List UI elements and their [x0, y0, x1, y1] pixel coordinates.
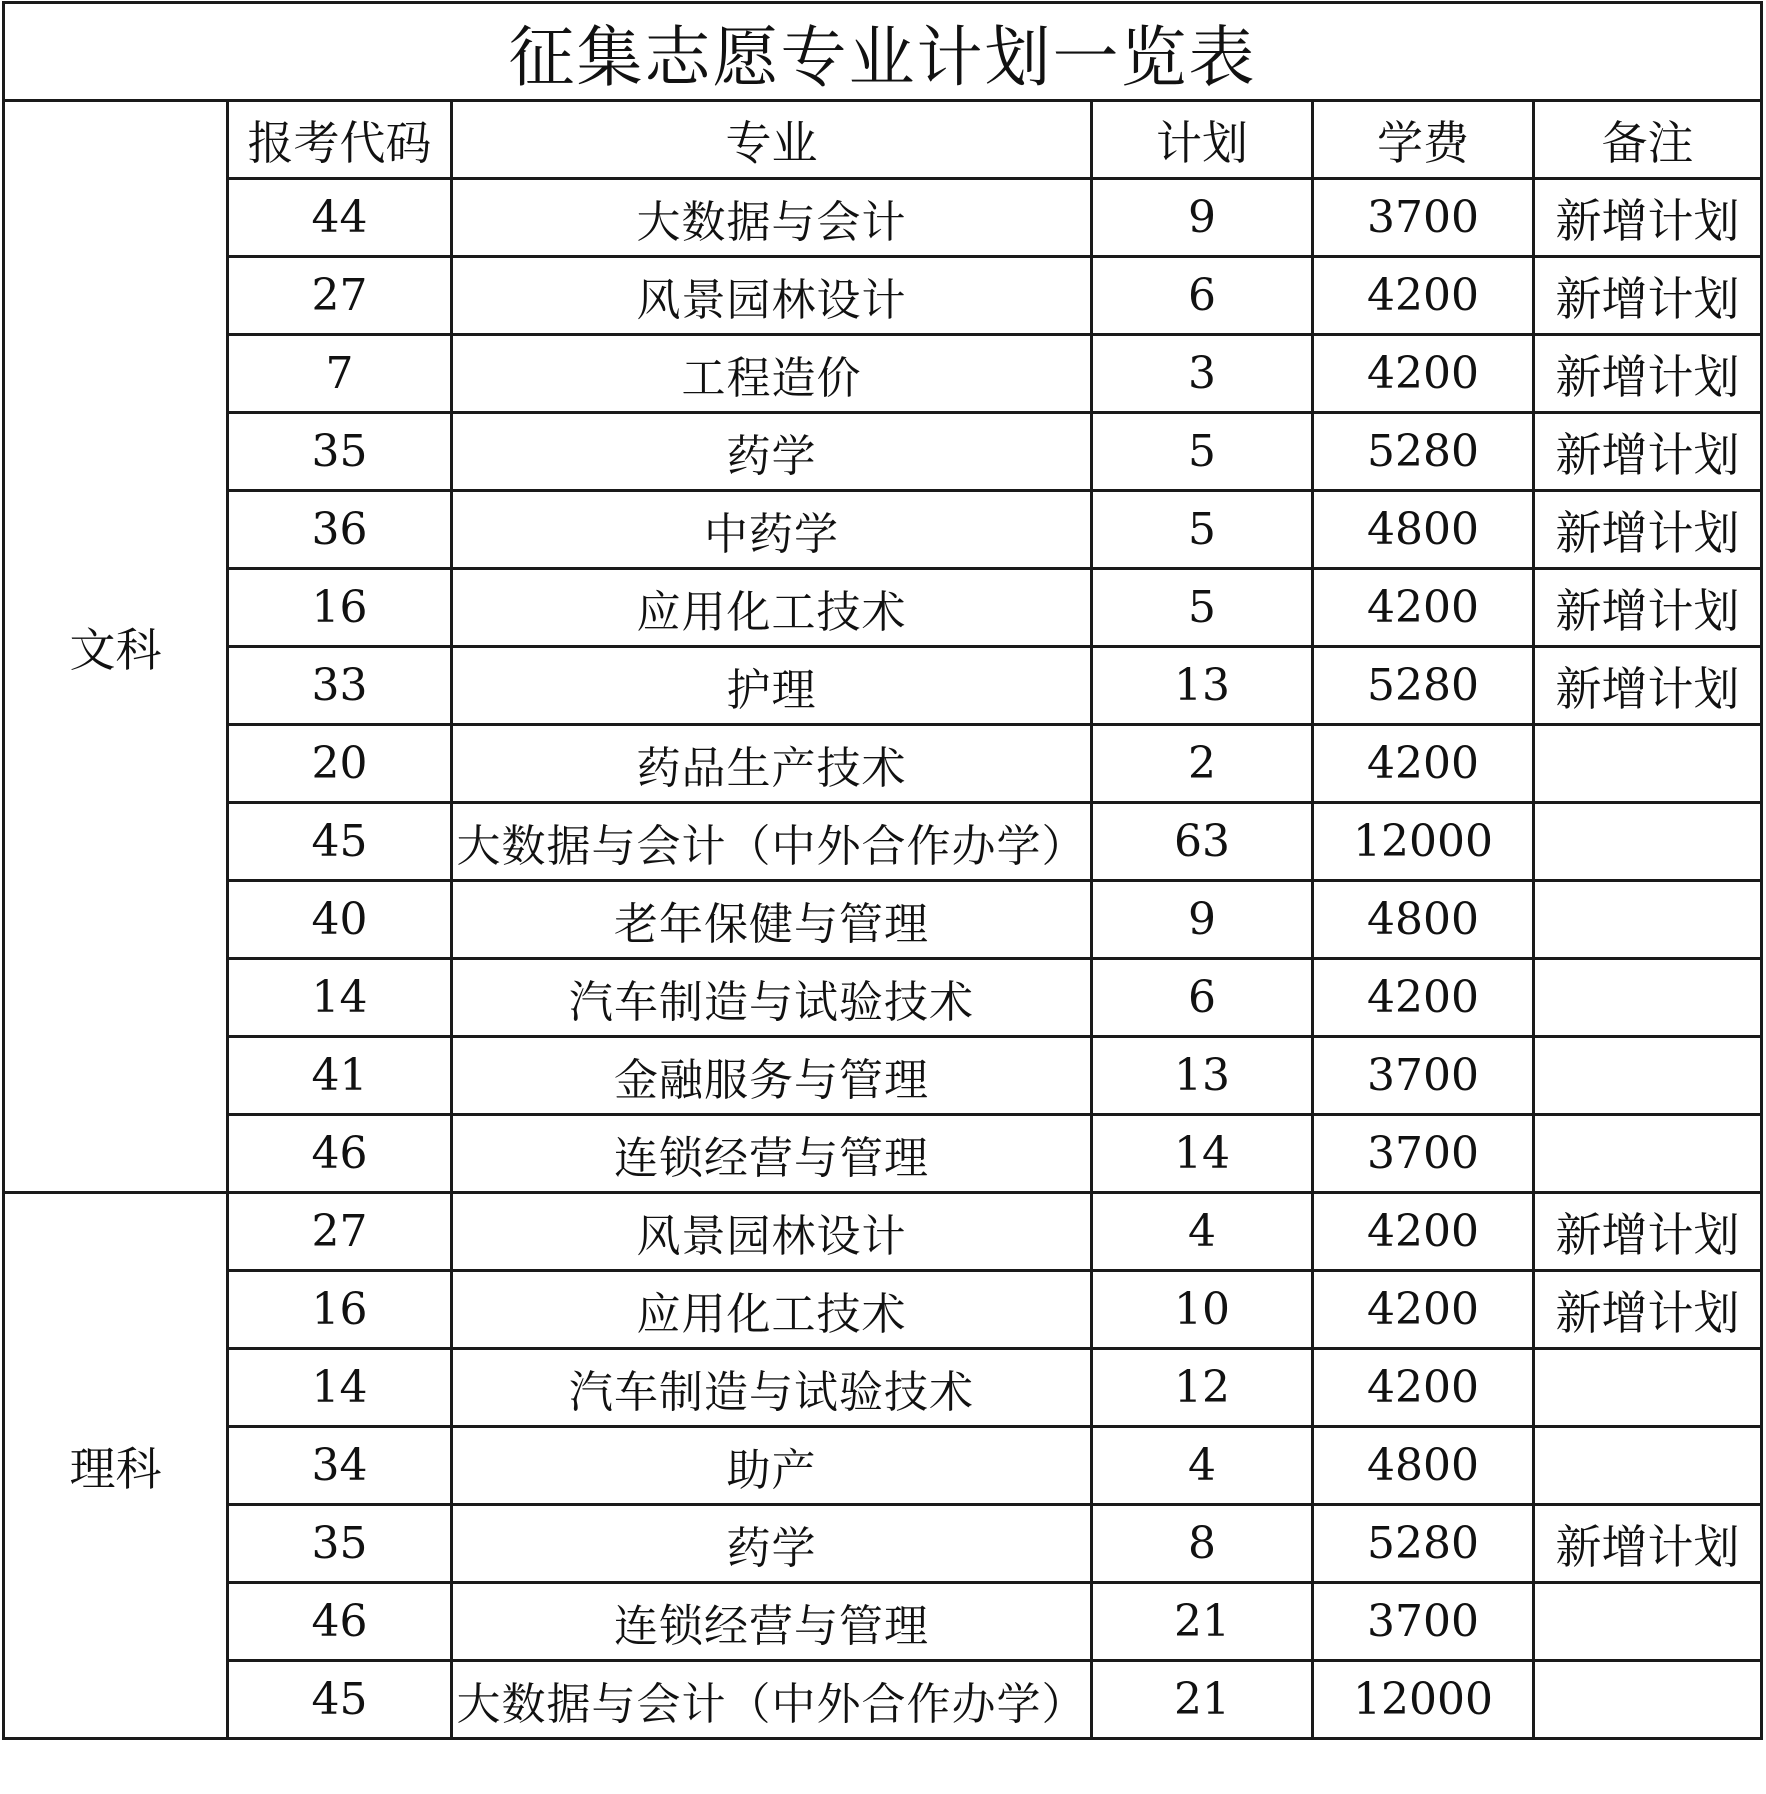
note-cell: [1534, 881, 1762, 959]
code-cell: 14: [228, 1349, 452, 1427]
major-cell: 大数据与会计（中外合作办学）: [452, 1661, 1092, 1739]
table-row: [4, 647, 1762, 725]
table-title: 征集志愿专业计划一览表: [4, 3, 1762, 101]
table-row: [4, 413, 1762, 491]
note-cell: 新增计划: [1534, 491, 1762, 569]
table-row: [4, 1271, 1762, 1349]
plan-cell: 4: [1092, 1193, 1313, 1271]
plan-cell: 21: [1092, 1661, 1313, 1739]
table-row: [4, 1115, 1762, 1193]
fee-cell: 4800: [1313, 881, 1534, 959]
fee-cell: 12000: [1313, 803, 1534, 881]
code-cell: 44: [228, 179, 452, 257]
fee-cell: 4800: [1313, 491, 1534, 569]
note-cell: 新增计划: [1534, 413, 1762, 491]
code-cell: 16: [228, 569, 452, 647]
plan-cell: 4: [1092, 1427, 1313, 1505]
major-cell: 工程造价: [452, 335, 1092, 413]
major-cell: 老年保健与管理: [452, 881, 1092, 959]
header-major: 专业: [452, 101, 1092, 179]
code-cell: 41: [228, 1037, 452, 1115]
plan-cell: 9: [1092, 881, 1313, 959]
code-cell: 27: [228, 1193, 452, 1271]
fee-cell: 4200: [1313, 959, 1534, 1037]
table-row: [4, 179, 1762, 257]
plan-table: [2, 1, 1763, 1740]
note-cell: [1534, 1661, 1762, 1739]
code-cell: 45: [228, 803, 452, 881]
note-cell: [1534, 725, 1762, 803]
major-cell: 风景园林设计: [452, 257, 1092, 335]
fee-cell: 3700: [1313, 1583, 1534, 1661]
fee-cell: 4200: [1313, 725, 1534, 803]
code-cell: 16: [228, 1271, 452, 1349]
code-cell: 45: [228, 1661, 452, 1739]
code-cell: 33: [228, 647, 452, 725]
code-cell: 34: [228, 1427, 452, 1505]
table-row: [4, 959, 1762, 1037]
code-cell: 14: [228, 959, 452, 1037]
note-cell: 新增计划: [1534, 1505, 1762, 1583]
table-row: [4, 1427, 1762, 1505]
plan-cell: 5: [1092, 413, 1313, 491]
note-cell: 新增计划: [1534, 179, 1762, 257]
major-cell: 护理: [452, 647, 1092, 725]
note-cell: [1534, 1583, 1762, 1661]
note-cell: [1534, 1037, 1762, 1115]
major-cell: 药学: [452, 413, 1092, 491]
fee-cell: 4200: [1313, 1349, 1534, 1427]
plan-cell: 63: [1092, 803, 1313, 881]
code-cell: 27: [228, 257, 452, 335]
fee-cell: 5280: [1313, 413, 1534, 491]
note-cell: [1534, 803, 1762, 881]
note-cell: 新增计划: [1534, 257, 1762, 335]
fee-cell: 4200: [1313, 257, 1534, 335]
plan-cell: 21: [1092, 1583, 1313, 1661]
major-cell: 连锁经营与管理: [452, 1583, 1092, 1661]
code-cell: 35: [228, 1505, 452, 1583]
code-cell: 35: [228, 413, 452, 491]
fee-cell: 4200: [1313, 1271, 1534, 1349]
table-row: [4, 335, 1762, 413]
plan-cell: 13: [1092, 1037, 1313, 1115]
major-cell: 汽车制造与试验技术: [452, 959, 1092, 1037]
plan-sheet: [2, 1, 1763, 1740]
code-cell: 40: [228, 881, 452, 959]
major-cell: 药品生产技术: [452, 725, 1092, 803]
header-plan: 计划: [1092, 101, 1313, 179]
major-cell: 风景园林设计: [452, 1193, 1092, 1271]
code-cell: 46: [228, 1583, 452, 1661]
code-cell: 20: [228, 725, 452, 803]
table-row: [4, 257, 1762, 335]
major-cell: 汽车制造与试验技术: [452, 1349, 1092, 1427]
fee-cell: 3700: [1313, 179, 1534, 257]
group-label: 理科: [4, 1193, 228, 1739]
plan-cell: 9: [1092, 179, 1313, 257]
fee-cell: 4800: [1313, 1427, 1534, 1505]
plan-cell: 13: [1092, 647, 1313, 725]
note-cell: 新增计划: [1534, 1271, 1762, 1349]
group-label: 文科: [4, 101, 228, 1193]
note-cell: 新增计划: [1534, 569, 1762, 647]
plan-table-body: [4, 3, 1762, 1739]
plan-cell: 6: [1092, 257, 1313, 335]
table-row: [4, 881, 1762, 959]
table-row: [4, 1661, 1762, 1739]
major-cell: 助产: [452, 1427, 1092, 1505]
note-cell: 新增计划: [1534, 647, 1762, 725]
fee-cell: 3700: [1313, 1037, 1534, 1115]
note-cell: [1534, 1427, 1762, 1505]
note-cell: [1534, 1115, 1762, 1193]
major-cell: 应用化工技术: [452, 569, 1092, 647]
fee-cell: 5280: [1313, 1505, 1534, 1583]
plan-cell: 6: [1092, 959, 1313, 1037]
fee-cell: 4200: [1313, 1193, 1534, 1271]
major-cell: 大数据与会计（中外合作办学）: [452, 803, 1092, 881]
major-cell: 中药学: [452, 491, 1092, 569]
table-row: [4, 569, 1762, 647]
table-row: [4, 1349, 1762, 1427]
fee-cell: 3700: [1313, 1115, 1534, 1193]
table-row: [4, 491, 1762, 569]
table-row: [4, 1583, 1762, 1661]
table-row: [4, 1193, 1762, 1271]
table-row: [4, 1505, 1762, 1583]
header-fee: 学费: [1313, 101, 1534, 179]
note-cell: 新增计划: [1534, 335, 1762, 413]
plan-cell: 10: [1092, 1271, 1313, 1349]
header-note: 备注: [1534, 101, 1762, 179]
table-row: [4, 725, 1762, 803]
plan-cell: 2: [1092, 725, 1313, 803]
title-row: [4, 3, 1762, 101]
major-cell: 应用化工技术: [452, 1271, 1092, 1349]
plan-cell: 5: [1092, 491, 1313, 569]
major-cell: 金融服务与管理: [452, 1037, 1092, 1115]
plan-cell: 5: [1092, 569, 1313, 647]
note-cell: [1534, 959, 1762, 1037]
code-cell: 7: [228, 335, 452, 413]
header-row: [4, 101, 1762, 179]
table-row: [4, 803, 1762, 881]
code-cell: 36: [228, 491, 452, 569]
plan-cell: 8: [1092, 1505, 1313, 1583]
plan-cell: 12: [1092, 1349, 1313, 1427]
code-cell: 46: [228, 1115, 452, 1193]
fee-cell: 12000: [1313, 1661, 1534, 1739]
note-cell: [1534, 1349, 1762, 1427]
plan-cell: 14: [1092, 1115, 1313, 1193]
fee-cell: 4200: [1313, 335, 1534, 413]
fee-cell: 5280: [1313, 647, 1534, 725]
fee-cell: 4200: [1313, 569, 1534, 647]
note-cell: 新增计划: [1534, 1193, 1762, 1271]
major-cell: 连锁经营与管理: [452, 1115, 1092, 1193]
plan-cell: 3: [1092, 335, 1313, 413]
table-row: [4, 1037, 1762, 1115]
header-code: 报考代码: [228, 101, 452, 179]
major-cell: 药学: [452, 1505, 1092, 1583]
major-cell: 大数据与会计: [452, 179, 1092, 257]
